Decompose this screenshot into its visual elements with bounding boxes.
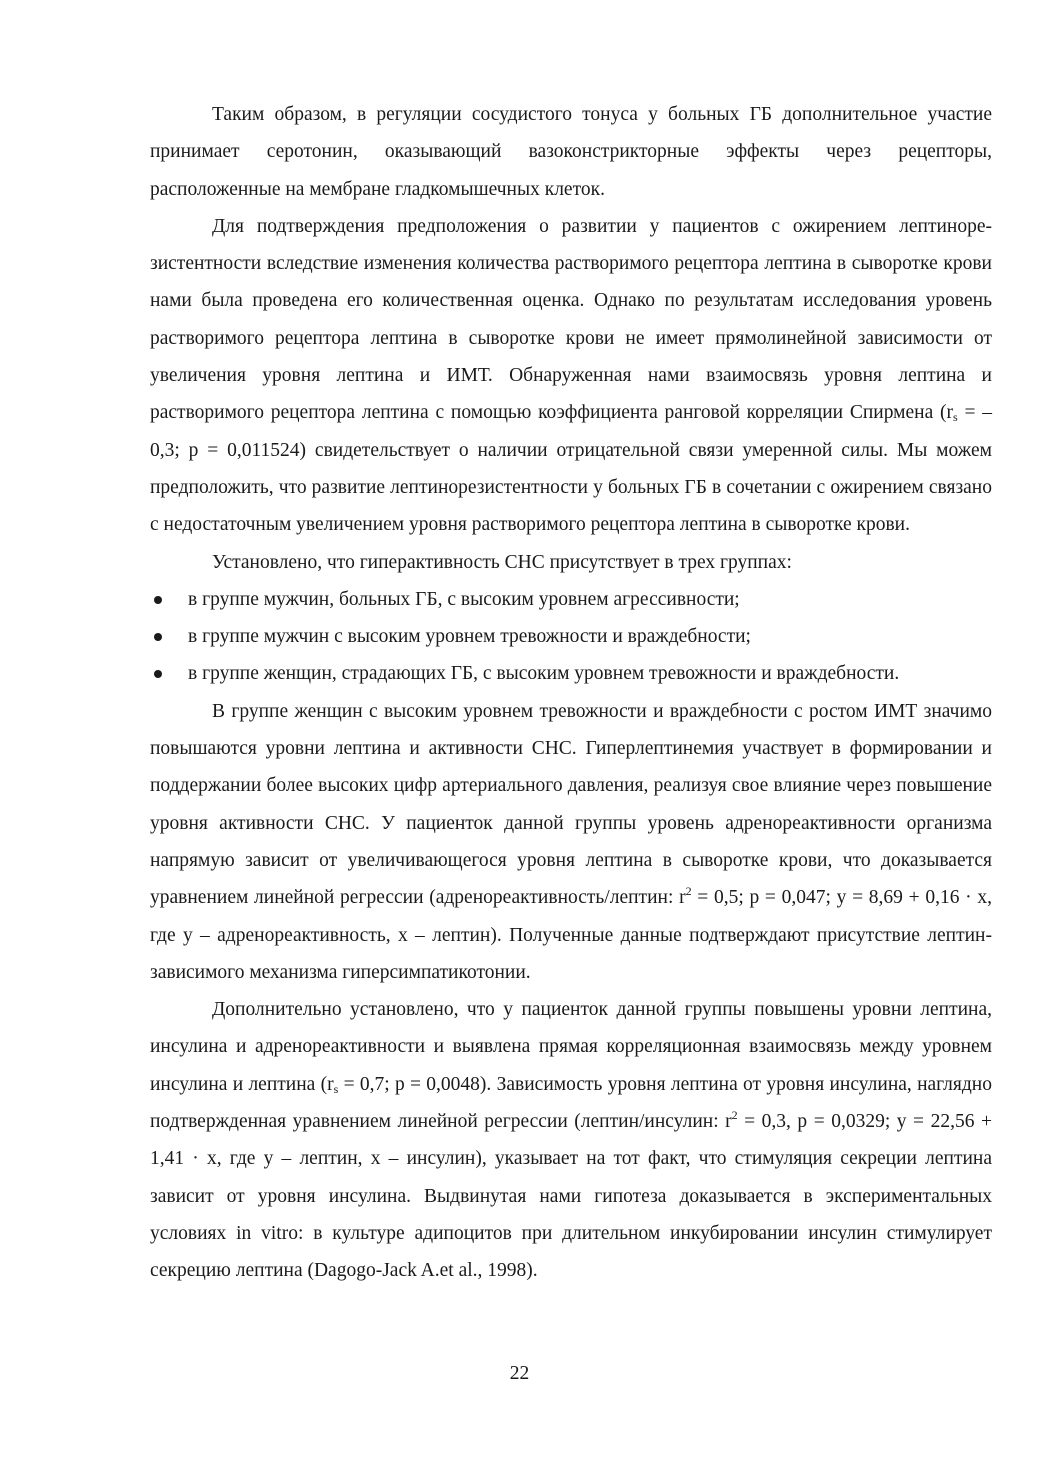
list-item-text: в группе мужчин, больных ГБ, с высоким уровнем агрессивности; [188, 588, 740, 610]
paragraph-serotonin [150, 96, 992, 208]
superscript-2: 2 [685, 884, 692, 899]
list-item [150, 655, 992, 692]
bullet-icon [154, 670, 162, 678]
paragraph-women-group-text-2: = 0,5; р = 0,047; у = 8,69 + 0,16 · х, где у – адренореактивность, х – лептин). Полученные данные подтверждают присутствие лептин-зависимого механизма гиперсимпатикотонии. [150, 887, 992, 983]
bullet-icon [154, 596, 162, 604]
paragraph-serotonin-text: Таким образом, в регуляции сосудистого тонуса у больных ГБ дополнительное участие принимает серотонин, оказывающий вазоконстрикторные эффекты через рецепторы, расположенные на мембране гладкомышечных клеток. [150, 104, 992, 200]
subscript-s: s [333, 1081, 339, 1096]
page-body [150, 96, 992, 1290]
paragraph-sns-groups-intro-text: Установлено, что гиперактивность СНС присутствует в трех группах: [212, 551, 792, 573]
list-item-text: в группе мужчин с высоким уровнем тревожности и враждебности; [188, 626, 751, 648]
list-item [150, 581, 992, 618]
paragraph-leptin-receptor-text-2: = –0,3; р = 0,011524) свидетельствует о наличии отрицательной связи умеренной силы. Мы можем предположить, что развитие лептинорезистентности у больных ГБ в сочетании с ожирением связано с недостаточным увеличением уровня растворимого рецептора лептина в сыворотке крови. [150, 402, 992, 536]
superscript-2: 2 [731, 1108, 738, 1123]
paragraph-insulin-text-2: = 0,7; р = 0,0048). Зависимость уровня лептина от уровня инсулина, наглядно подтвержденная уравнением линейной регрессии (лептин/инсулин: r [150, 1073, 992, 1133]
paragraph-women-group-text-1: В группе женщин с высоким уровнем тревожности и враждебности с ростом ИМТ значимо повышаются уровни лептина и активности СНС. Гиперлептинемия участвует в формировании и поддержании более высоких цифр артериального давления, реализуя свое влияние через повышение уровня активности СНС. У пациенток данной группы уровень адренореактивности организма напрямую зависит от увеличивающегося уровня лептина в сыворотке крови, что доказывается уравнением линейной регрессии (адренореактивность/лептин: r [150, 700, 992, 909]
page-number: 22 [509, 1363, 530, 1384]
paragraph-leptin-receptor-text-1: Для подтверждения предположения о развитии у пациентов с ожирением лептинорезистентности вследствие изменения количества растворимого рецептора лептина в сыворотке крови нами была проведена его количественная оценка. Однако по результатам исследования уровень растворимого рецептора лептина в сыворотке крови не имеет прямолинейной зависимости от увеличения уровня лептина и ИМТ. Обнаруженная нами взаимосвязь уровня лептина и растворимого рецептора лептина с помощью коэффициента ранговой корреляции Спирмена (r [150, 215, 992, 424]
paragraph-insulin-text-1: Дополнительно установлено, что у пациенток данной группы повышены уровни лептина, инсулина и адренореактивности и выявлена прямая корреляционная взаимосвязь между уровнем инсулина и лептина (r [150, 999, 992, 1095]
bullet-list [150, 581, 992, 693]
list-item-text: в группе женщин, страдающих ГБ, с высоким уровнем тревожности и враждебности. [188, 663, 900, 685]
paragraph-women-group [150, 693, 992, 991]
subscript-s: s [953, 410, 958, 425]
bullet-icon [154, 633, 162, 641]
paragraph-leptin-receptor [150, 208, 992, 544]
list-item [150, 618, 992, 655]
paragraph-insulin [150, 991, 992, 1289]
paragraph-insulin-text-3: = 0,3, р = 0,0329; у = 22,56 + 1,41 · х, где у – лептин, х – инсулин), указывает на тот факт, что стимуляция секреции лептина зависит от уровня инсулина. Выдвинутая нами гипотеза доказывается в экспериментальных условиях in vitro: в культуре адипоцитов при длительном инкубировании инсулин стимулирует секрецию лептина (Dagogo-Jack A.et al., 1998). [150, 1111, 992, 1282]
paragraph-sns-groups-intro [150, 544, 992, 581]
